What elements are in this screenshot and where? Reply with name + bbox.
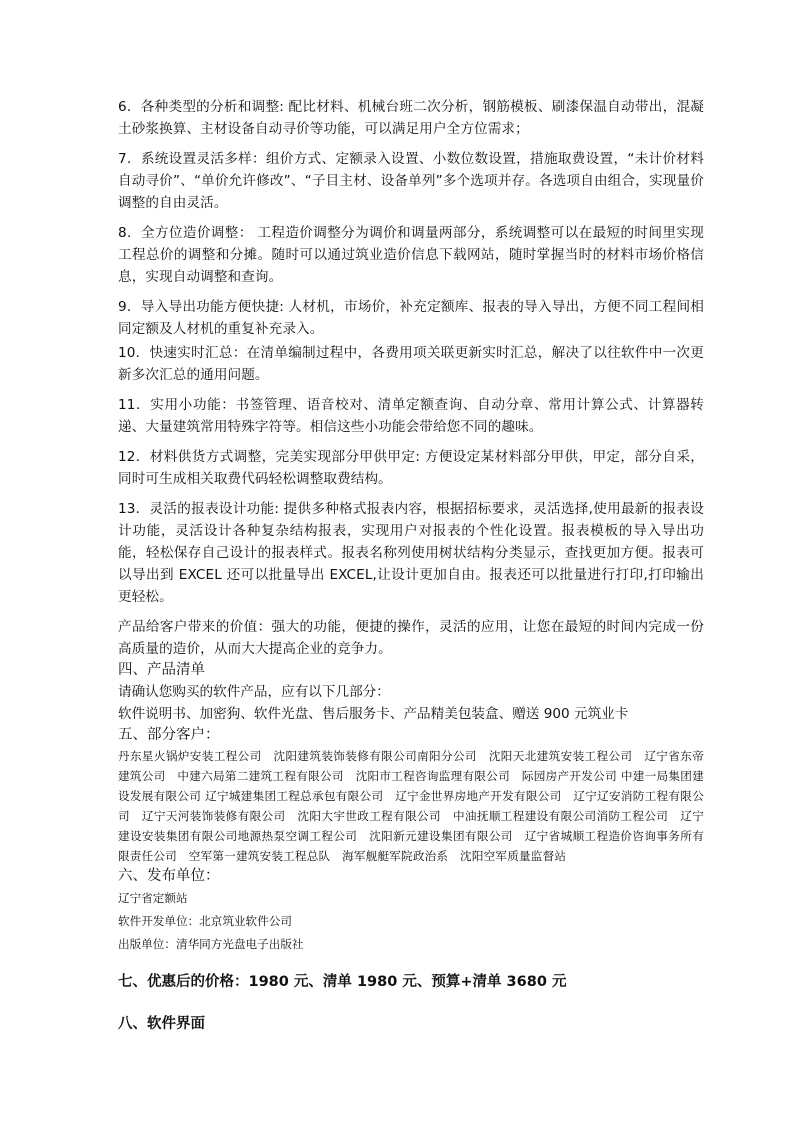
publisher-line: 出版单位：清华同方光盘电子出版社: [118, 937, 304, 951]
customers-heading: 五、部分客户：: [118, 727, 220, 743]
document-page: [118, 96, 704, 1035]
product-list-items: 软件说明书、加密狗、软件光盘、售后服务卡、产品精美包装盒、赠送 900 元筑业卡: [118, 706, 629, 722]
customers-list: 丹东星火锅炉安装工程公司 沈阳建筑装饰装修有限公司南阳分公司 沈阳天北建筑安装工程公司 辽宁省东帝建筑公司 中建六局第二建筑工程有限公司 沈阳市工程咨询监理有限公司 际园房产开发公司 中建一局集团建设发展有限公司 辽宁城建集团工程总承包有限公司 辽宁金世界房地产开发有限公司 辽宁辽安消防工程有限公司 辽宁天河装饰装修有限公司 沈阳大宇世政工程有限公司 中油抚顺工程建设有限公司消防工程公司 辽宁建设安装集团有限公司地源热泵空调工程公司 沈阳新元建设集团有限公司 辽宁省城顺工程造价咨询事务所有限责任公司 空军第一建筑安装工程总队 海军舰艇军院政治系 沈阳空军质量监督站: [118, 749, 704, 863]
feature-10: 10．快速实时汇总：在清单编制过程中，各费用项关联更新实时汇总，解决了以往软件中一次更新多次汇总的通用问题。: [118, 345, 704, 383]
feature-9: 9．导入导出功能方便快捷: 人材机，市场价，补充定额库、报表的导入导出，方便不同工程间相同定额及人材机的重复补充录入。: [118, 299, 704, 337]
publisher-heading: 六、发布单位：: [118, 868, 220, 884]
value-statement: 产品给客户带来的价值：强大的功能，便捷的操作，灵活的应用，让您在最短的时间内完成一份高质量的造价，从而大大提高企业的竞争力。: [118, 619, 704, 657]
price-heading: 七、优惠后的价格：1980 元、清单 1980 元、预算+清单 3680 元: [118, 974, 567, 990]
feature-6: 6．各种类型的分析和调整: 配比材料、机械台班二次分析，钢筋模板、刷漆保温自动带出，混凝土砂浆换算、主材设备自动寻价等功能，可以满足用户全方位需求；: [118, 99, 704, 137]
product-list-heading: 四、产品清单: [118, 662, 205, 678]
feature-12: 12．材料供货方式调整，完美实现部分甲供甲定: 方便设定某材料部分甲供，甲定，部分自采，同时可生成相关取费代码轻松调整取费结构。: [118, 449, 704, 487]
publisher-line: 辽宁省定额站: [118, 891, 188, 905]
publisher-line: 软件开发单位：北京筑业软件公司: [118, 914, 292, 928]
feature-11: 11．实用小功能：书签管理、语音校对、清单定额查询、自动分章、常用计算公式、计算器转递、大量建筑常用特殊字符等。相信这些小功能会带给您不同的趣味。: [118, 397, 704, 435]
feature-7: 7．系统设置灵活多样：组价方式、定额录入设置、小数位数设置，措施取费设置，“未计价材料自动寻价”、“单价允许修改”、“子目主材、设备单列”多个选项并存。各选项自由组合，实现量价调整的自由灵活。: [118, 151, 704, 211]
feature-8: 8．全方位造价调整： 工程造价调整分为调价和调量两部分，系统调整可以在最短的时间里实现工程总价的调整和分摊。随时可以通过筑业造价信息下载网站，随时掌握当时的材料市场价格信息，实现自动调整和查询。: [118, 225, 704, 285]
software-interface-heading: 八、软件界面: [118, 1016, 205, 1032]
feature-13: 13．灵活的报表设计功能: 提供多种格式报表内容，根据招标要求，灵活选择,使用最新的报表设计功能，灵活设计各种复杂结构报表，实现用户对报表的个性化设置。报表模板的导入导出功能，轻松保存自己设计的报表样式。报表名称列使用树状结构分类显示，查找更加方便。报表可以导出到 EXCEL 还可以批量导出 EXCEL,让设计更加自由。报表还可以批量进行打印,打印输出更轻松。: [118, 501, 704, 605]
product-list-intro: 请确认您购买的软件产品，应有以下几部分：: [118, 684, 390, 700]
